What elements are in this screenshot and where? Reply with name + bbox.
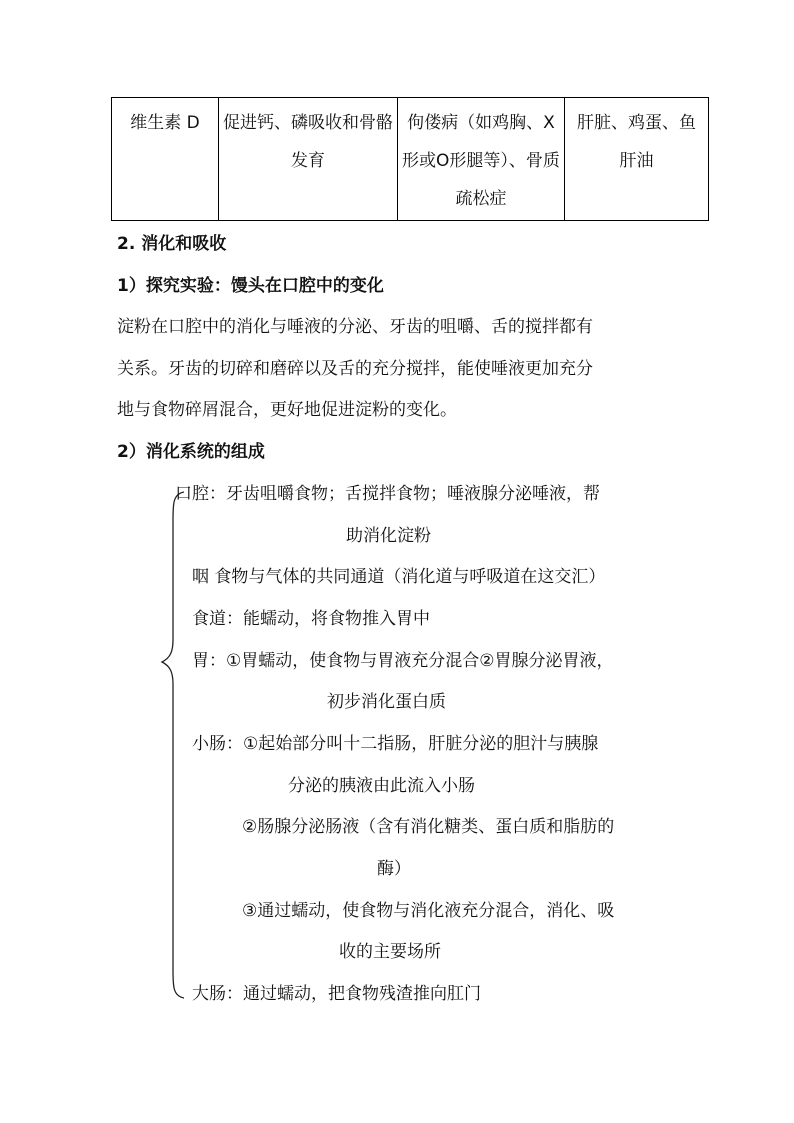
table-cell-function: 促进钙、磷吸收和骨骼发育 (219, 98, 398, 221)
paragraph-line: 淀粉在口腔中的消化与唾液的分泌、牙齿的咀嚼、舌的搅拌都有 (117, 317, 593, 337)
organ-small-intestine-point2: ②肠腺分泌肠液（含有消化糖类、蛋白质和脂肪的 (242, 817, 615, 837)
organ-small-intestine-point3-cont: 收的主要场所 (339, 942, 441, 962)
section-heading: 2. 消化和吸收 (117, 234, 227, 254)
subheading-experiment: 1）探究实验：馒头在口腔中的变化 (117, 276, 384, 296)
table-cell-sources: 肝脏、鸡蛋、鱼肝油 (565, 98, 709, 221)
organ-small-intestine-point3: ③通过蠕动，使食物与消化液充分混合，消化、吸 (242, 901, 615, 921)
organ-large-intestine: 大肠：通过蠕动，把食物残渣推向肛门 (192, 984, 481, 1004)
paragraph-line: 地与食物碎屑混合，更好地促进淀粉的变化。 (117, 400, 457, 420)
organ-small-intestine: 小肠：①起始部分叫十二指肠，肝脏分泌的胆汁与胰腺 (192, 734, 599, 754)
organ-small-intestine-cont: 分泌的胰液由此流入小肠 (288, 776, 475, 796)
organ-esophagus: 食道：能蠕动，将食物推入胃中 (192, 609, 430, 629)
organ-pharynx: 咽 食物与气体的共同通道（消化道与呼吸道在这交汇） (192, 567, 606, 587)
organ-mouth: 口腔：牙齿咀嚼食物；舌搅拌食物；唾液腺分泌唾液，帮 (175, 484, 600, 504)
subheading-digestive-system: 2）消化系统的组成 (117, 442, 265, 462)
curly-brace-icon (160, 490, 190, 1000)
organ-stomach: 胃：①胃蠕动，使食物与胃液充分混合②胃腺分泌胃液， (192, 651, 614, 671)
organ-stomach-cont: 初步消化蛋白质 (327, 692, 446, 712)
table-row (112, 98, 709, 221)
paragraph-line: 关系。牙齿的切碎和磨碎以及舌的充分搅拌，能使唾液更加充分 (117, 359, 593, 379)
table-cell-vitamin: 维生素 D (112, 98, 219, 221)
organ-small-intestine-point2-cont: 酶） (377, 859, 411, 879)
organ-mouth-cont: 助消化淀粉 (346, 526, 431, 546)
vitamin-table (111, 97, 709, 221)
table-cell-deficiency: 佝偻病（如鸡胸、X形或O形腿等）、骨质疏松症 (398, 98, 565, 221)
